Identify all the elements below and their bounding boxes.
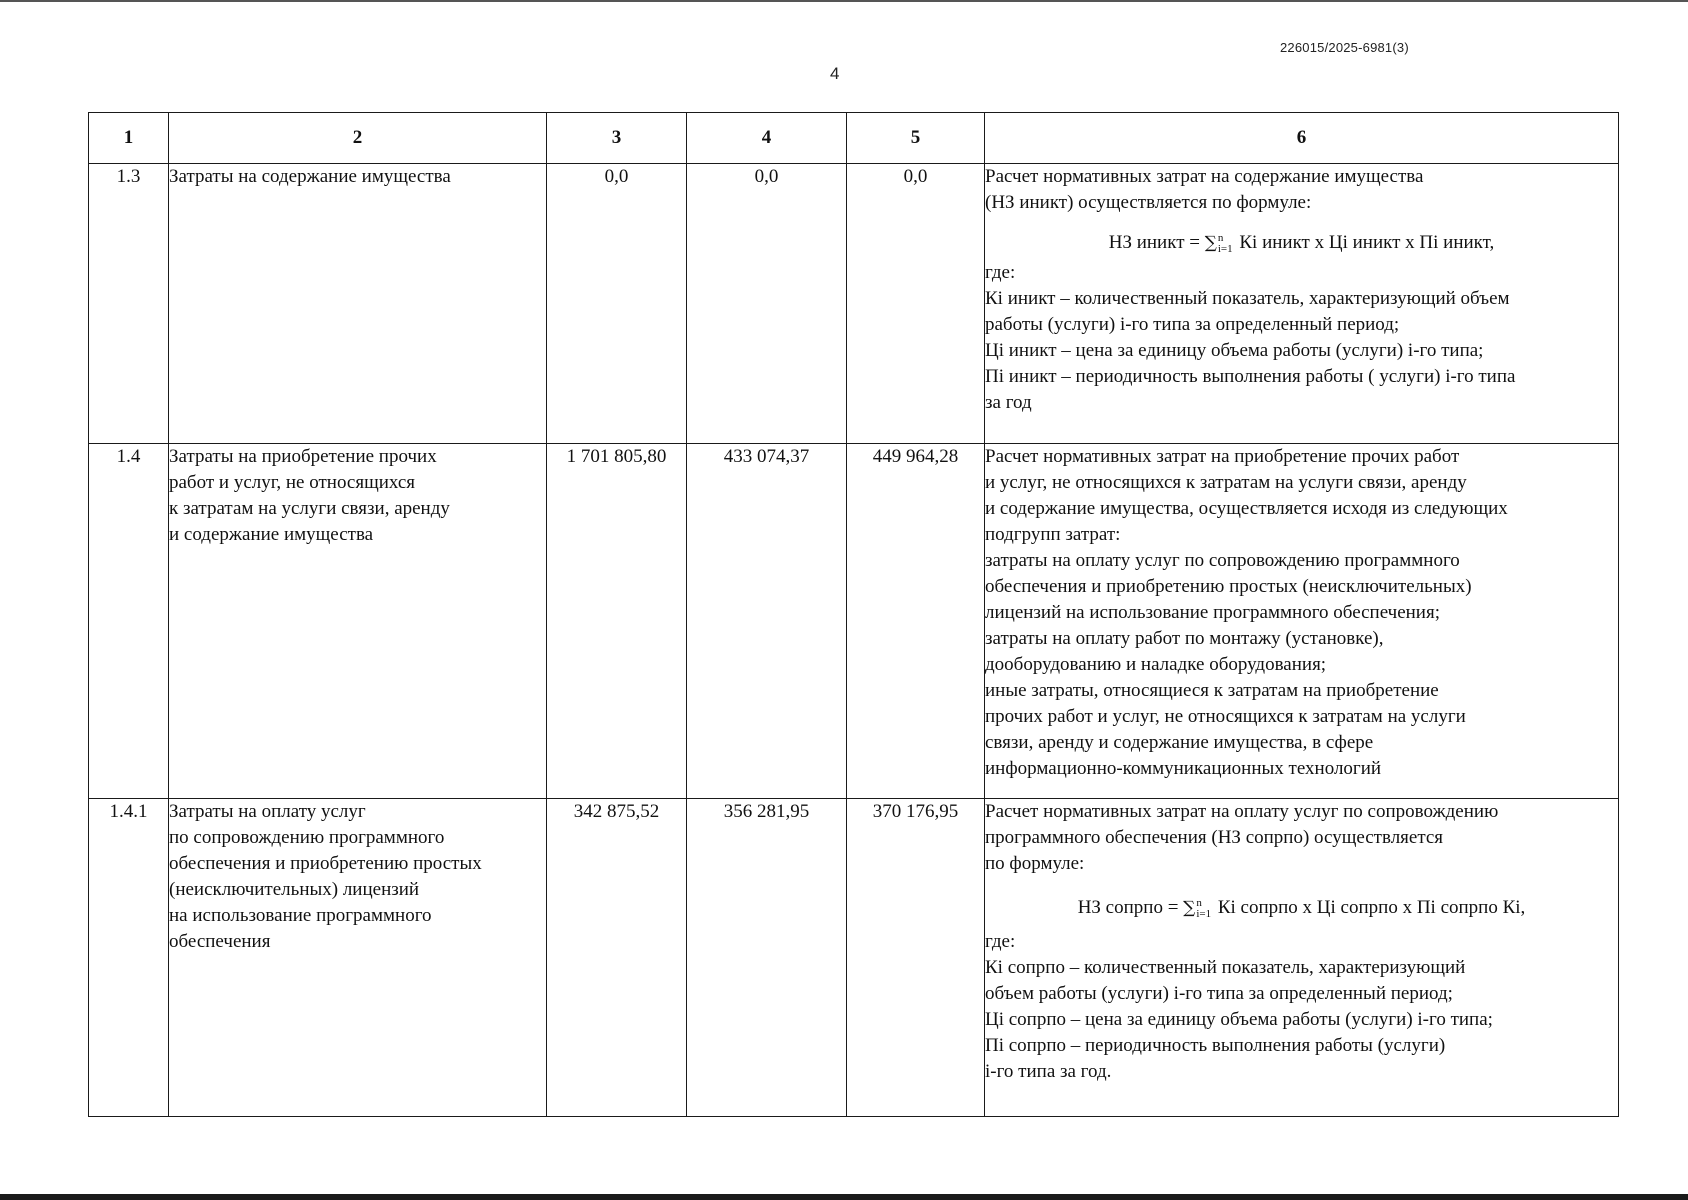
name-line: и содержание имущества	[169, 524, 374, 545]
formula-rhs: Кi сопрпо х Цi сопрпо х Пi сопрпо Кi,	[1217, 897, 1526, 918]
sum-lower-limit: i=1	[1217, 242, 1233, 255]
value-col-3: 342 875,52	[547, 799, 687, 1117]
desc-line: за год	[985, 392, 1032, 413]
name-line: по сопровождению программного	[169, 827, 445, 848]
column-header-3: 3	[547, 113, 687, 164]
desc-line: затраты на оплату услуг по сопровождению программного	[985, 550, 1460, 571]
value-col-5: 0,0	[847, 164, 985, 444]
desc-line: объем работы (услуги) i-го типа за определенный период;	[985, 983, 1453, 1004]
column-header-4: 4	[687, 113, 847, 164]
desc-line: по формуле:	[985, 853, 1085, 874]
sum-lower-limit: i=1	[1196, 907, 1212, 920]
row-number: 1.4.1	[89, 799, 169, 1117]
value-col-3: 1 701 805,80	[547, 444, 687, 799]
desc-line: Расчет нормативных затрат на оплату услуг по сопровождению	[985, 801, 1499, 822]
row-number: 1.3	[89, 164, 169, 444]
name-line: обеспечения и приобретению простых	[169, 853, 482, 874]
name-line: обеспечения	[169, 931, 271, 952]
desc-line: лицензий на использование программного обеспечения;	[985, 602, 1440, 623]
value-col-5: 449 964,28	[847, 444, 985, 799]
name-line: Затраты на оплату услуг	[169, 801, 366, 822]
desc-line: где:	[985, 931, 1016, 952]
table-header-row	[89, 113, 1619, 164]
scan-top-edge	[0, 0, 1688, 2]
value-col-4: 356 281,95	[687, 799, 847, 1117]
table-row	[89, 799, 1619, 1117]
name-line: на использование программного	[169, 905, 432, 926]
value-col-5: 370 176,95	[847, 799, 985, 1117]
desc-line: дооборудованию и наладке оборудования;	[985, 654, 1327, 675]
column-header-6: 6	[985, 113, 1619, 164]
sum-limits	[1218, 233, 1233, 255]
desc-line: обеспечения и приобретению простых (неисключительных)	[985, 576, 1472, 597]
cost-table	[88, 112, 1619, 1117]
cost-item-name	[169, 444, 547, 799]
calculation-description	[985, 444, 1619, 799]
desc-line: и содержание имущества, осуществляется исходя из следующих	[985, 498, 1508, 519]
cost-item-name	[169, 164, 547, 444]
desc-line: работы (услуги) i-го типа за определенный период;	[985, 314, 1400, 335]
table-row	[89, 444, 1619, 799]
desc-line: Кi иникт – количественный показатель, характеризующий объем	[985, 288, 1510, 309]
value-col-4: 0,0	[687, 164, 847, 444]
desc-line: информационно-коммуникационных технологий	[985, 758, 1382, 779]
desc-line: и услуг, не относящихся к затратам на услуги связи, аренду	[985, 472, 1467, 493]
formula-lhs: НЗ иникт =	[1108, 232, 1200, 253]
desc-line: программного обеспечения (НЗ сопрпо) осуществляется	[985, 827, 1444, 848]
desc-line: Расчет нормативных затрат на приобретение прочих работ	[985, 446, 1460, 467]
formula	[985, 230, 1618, 256]
formula	[985, 895, 1618, 921]
value-col-3: 0,0	[547, 164, 687, 444]
desc-line: Расчет нормативных затрат на содержание имущества	[985, 166, 1424, 187]
desc-line: где:	[985, 262, 1016, 283]
column-header-5: 5	[847, 113, 985, 164]
sum-upper-limit: n	[1196, 896, 1202, 909]
formula-lhs: НЗ сопрпо =	[1077, 897, 1179, 918]
name-line: Затраты на содержание имущества	[169, 166, 451, 187]
desc-line: Пi сопрпо – периодичность выполнения работы (услуги)	[985, 1035, 1446, 1056]
calculation-description	[985, 799, 1619, 1117]
name-line: к затратам на услуги связи, аренду	[169, 498, 450, 519]
sum-symbol: ∑	[1204, 233, 1217, 253]
sum-upper-limit: n	[1217, 231, 1224, 244]
desc-line: Пi иникт – периодичность выполнения работы ( услуги) i-го типа	[985, 366, 1516, 387]
desc-line: затраты на оплату работ по монтажу (установке),	[985, 628, 1384, 649]
name-line: Затраты на приобретение прочих	[169, 446, 437, 467]
desc-line: прочих работ и услуг, не относящихся к затратам на услуги	[985, 706, 1466, 727]
desc-line: Цi сопрпо – цена за единицу объема работы (услуги) i-го типа;	[985, 1009, 1493, 1030]
sum-symbol: ∑	[1183, 898, 1196, 918]
calculation-description	[985, 164, 1619, 444]
column-header-2: 2	[169, 113, 547, 164]
page-number: 4	[830, 64, 840, 83]
name-line: (неисключительных) лицензий	[169, 879, 420, 900]
desc-line: i-го типа за год.	[985, 1061, 1112, 1082]
desc-line: иные затраты, относящиеся к затратам на приобретение	[985, 680, 1439, 701]
cost-item-name	[169, 799, 547, 1117]
name-line: работ и услуг, не относящихся	[169, 472, 416, 493]
desc-line: (НЗ иникт) осуществляется по формуле:	[985, 192, 1312, 213]
document-reference-number: 226015/2025-6981(3)	[1280, 40, 1409, 55]
column-header-1: 1	[89, 113, 169, 164]
value-col-4: 433 074,37	[687, 444, 847, 799]
formula-rhs: Кi иникт х Цi иникт х Пi иникт,	[1239, 232, 1495, 253]
scan-bottom-edge	[0, 1194, 1688, 1200]
sum-limits	[1196, 898, 1211, 920]
desc-line: Цi иникт – цена за единицу объема работы (услуги) i-го типа;	[985, 340, 1484, 361]
row-number: 1.4	[89, 444, 169, 799]
desc-line: подгрупп затрат:	[985, 524, 1121, 545]
desc-line: Кi сопрпо – количественный показатель, характеризующий	[985, 957, 1466, 978]
desc-line: связи, аренду и содержание имущества, в сфере	[985, 732, 1374, 753]
table-row	[89, 164, 1619, 444]
